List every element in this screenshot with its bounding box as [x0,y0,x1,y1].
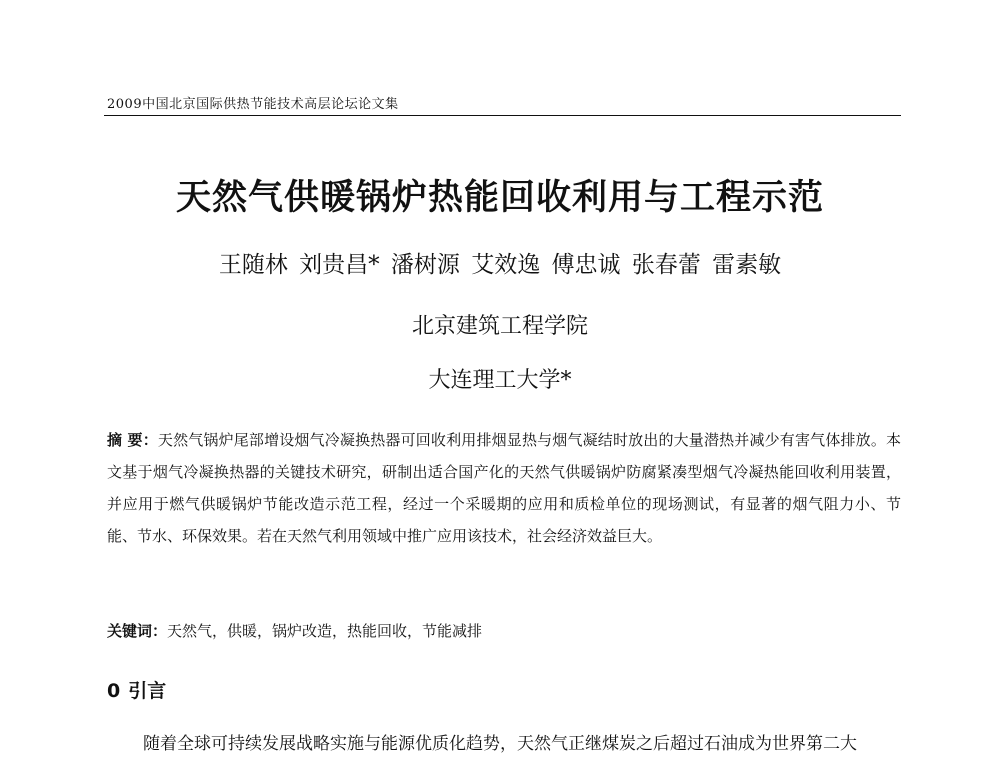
header-rule [104,115,901,116]
abstract [107,424,901,552]
abstract-label: 摘 要： [107,431,158,449]
affiliation-2: 大连理工大学* [428,368,572,393]
running-header: 2009中国北京国际供热节能技术高层论坛论文集 [107,97,399,112]
affiliation-1: 北京建筑工程学院 [411,314,588,339]
section-heading [107,676,166,703]
keywords-text: 天然气，供暖，锅炉改造，热能回收，节能减排 [167,622,483,640]
body-paragraph: 随着全球可持续发展战略实施与能源优质化趋势，天然气正继煤炭之后超过石油成为世界第二大 [143,734,857,754]
author-list: 王随林 刘贵昌* 潘树源 艾效逸 傅忠诚 张春蕾 雷素敏 [218,252,782,278]
paper-title: 天然气供暖锅炉热能回收利用与工程示范 [175,178,824,218]
keywords-label: 关键词： [107,622,168,640]
abstract-text: 天然气锅炉尾部增设烟气冷凝换热器可回收利用排烟显热与烟气凝结时放出的大量潜热并减少有害气体排放。本文基于烟气冷凝换热器的关键技术研究，研制出适合国产化的天然气供暖锅炉防腐紧凑型烟气冷凝热能回收利用装置，并应用于燃气供暖锅炉节能改造示范工程，经过一个采暖期的应用和质检单位的现场测试，有显著的烟气阻力小、节能、节水、环保效果。若在天然气利用领域中推广应用该技术，社会经济效益巨大。 [107,431,901,545]
section-title: 引言 [128,680,167,702]
section-number: 0 [107,680,121,702]
keywords [107,620,901,641]
